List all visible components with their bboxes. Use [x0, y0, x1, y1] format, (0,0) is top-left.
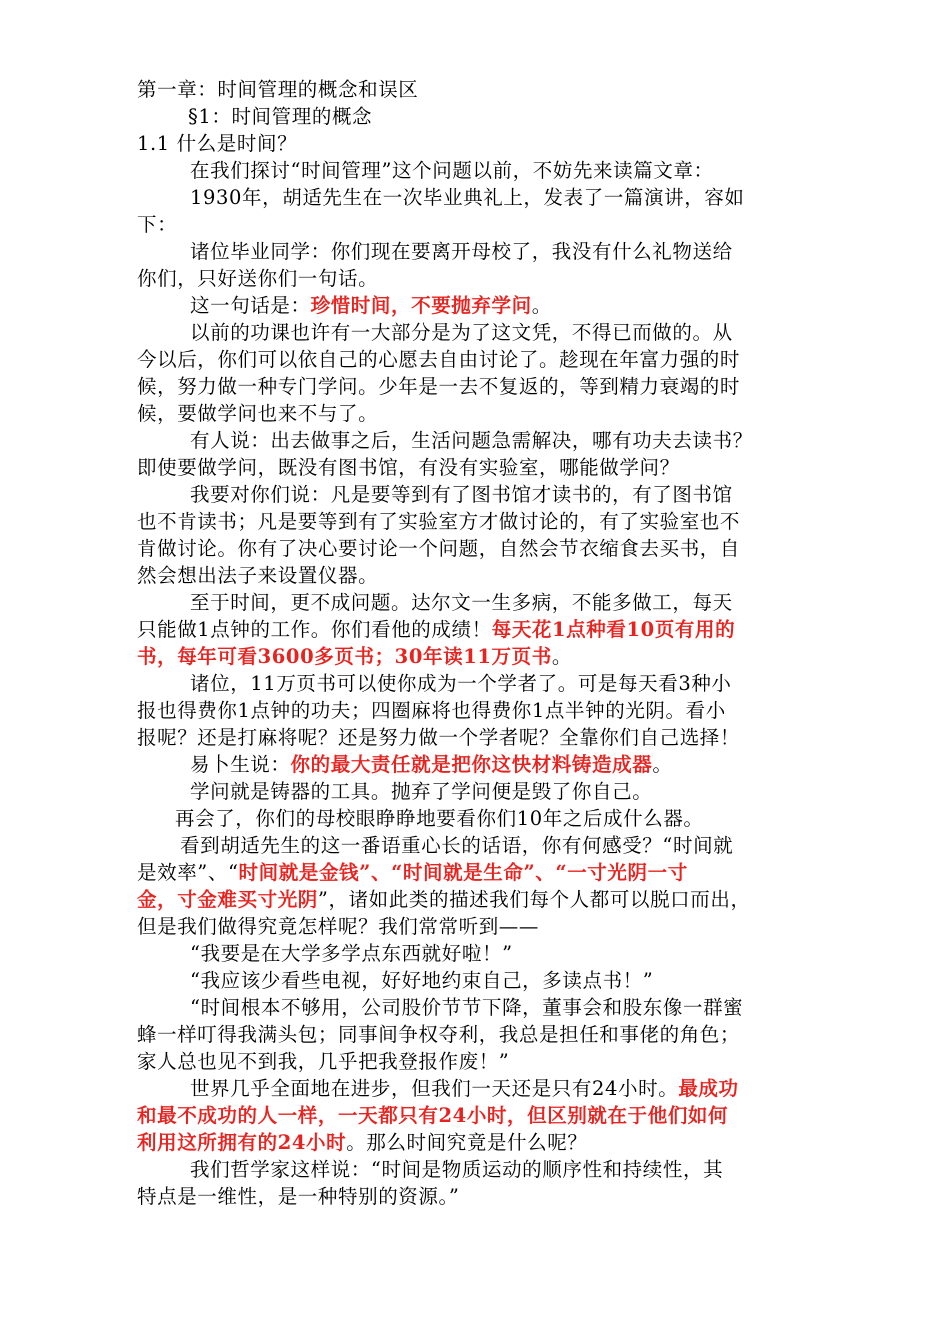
text-segment: 以前的功课也许有一大部分是为了这文凭，不得已而做的。从 [190, 321, 733, 344]
text-segment: “我应该少看些电视，好好地约束自己，多读点书！” [190, 969, 654, 992]
highlighted-text: 最成功 [678, 1077, 739, 1100]
text-segment: 然会想出法子来设置仪器。 [137, 564, 379, 587]
body-line [137, 886, 817, 913]
text-segment: 我们哲学家这样说：“时间是物质运动的顺序性和持续性，其 [190, 1158, 724, 1181]
text-segment: 看到胡适先生的这一番语重心长的话语，你有何感受？“时间就 [180, 834, 734, 857]
body-line [137, 265, 817, 292]
text-segment: 即使要做学问，既没有图书馆，有没有实验室，哪能做学问？ [137, 456, 680, 479]
body-line [137, 400, 817, 427]
body-line [190, 427, 820, 454]
text-segment: 诸位，11万页书可以使你成为一个学者了。可是每天看3种小 [190, 672, 732, 695]
text-segment: 。 [652, 753, 673, 776]
text-segment: 至于时间，更不成问题。达尔文一生多病，不能多做工，每天 [190, 591, 733, 614]
body-line [190, 940, 820, 967]
highlighted-text: 和最不成功的人一样，一天都只有24小时，但区别就在于他们如何 [137, 1104, 729, 1127]
body-line [137, 346, 817, 373]
text-segment: 这一句话是： [190, 294, 311, 317]
body-line [137, 562, 817, 589]
section-title: §1：时间管理的概念 [188, 105, 373, 128]
body-line [137, 616, 817, 643]
text-segment: 报也得费你1点钟的功夫；四圈麻将也得费你1点半钟的光阴。看小 [137, 699, 726, 722]
text-segment: 报呢？还是打麻将呢？还是努力做一个学者呢？全靠你们自己选择！ [137, 726, 741, 749]
highlighted-text: 时间就是金钱”、“时间就是生命”、“一寸光阴一寸 [238, 861, 688, 884]
highlighted-text: 书，每年可看3600多页书；30年读11万页书 [137, 645, 552, 668]
text-segment: 只能做1点钟的工作。你们看他的成绩！ [137, 618, 492, 641]
text-segment: 1930年，胡适先生在一次毕业典礼上，发表了一篇演讲，容如 [190, 186, 745, 209]
body-line [190, 481, 820, 508]
text-segment: “我要是在大学多学点东西就好啦！” [190, 942, 513, 965]
body-line [137, 1183, 817, 1210]
highlighted-text: 利用这所拥有的24小时 [137, 1131, 347, 1154]
body-line [137, 643, 817, 670]
body-line [137, 508, 817, 535]
body-line [175, 805, 855, 832]
body-line [137, 1021, 817, 1048]
text-segment: 家人总也见不到我，几乎把我登报作废！” [137, 1050, 510, 1073]
text-segment: ”，诸如此类的描述我们每个人都可以脱口而出， [317, 888, 751, 911]
text-segment: 是效率”、“ [137, 861, 239, 884]
body-line [137, 535, 817, 562]
body-line [190, 1075, 820, 1102]
body-line [137, 859, 817, 886]
body-line [137, 211, 817, 238]
text-segment: 也不肯读书；凡是要等到有了实验室方才做讨论的，有了实验室也不 [137, 510, 741, 533]
text-segment: 世界几乎全面地在进步，但我们一天还是只有24小时。 [190, 1077, 679, 1100]
text-segment: 。 [531, 294, 552, 317]
body-line [137, 1102, 817, 1129]
body-line [190, 319, 820, 346]
subsection-title: 1.1 什么是时间？ [137, 132, 298, 155]
body-line [190, 751, 820, 778]
body-line [190, 292, 820, 319]
text-segment: 。那么时间究竟是什么呢？ [346, 1131, 588, 1154]
body-line [137, 697, 817, 724]
body-line [190, 184, 820, 211]
body-line [137, 1048, 817, 1075]
text-segment: 。 [551, 645, 572, 668]
body-line [180, 832, 860, 859]
body-line [190, 1156, 820, 1183]
highlighted-text: 金，寸金难买寸光阴 [137, 888, 318, 911]
highlighted-text: 你的最大责任就是把你这快材料铸造成器 [290, 753, 653, 776]
body-line [190, 670, 820, 697]
text-segment: 候，要做学问也来不与了。 [137, 402, 379, 425]
body-line [137, 913, 817, 940]
body-line [137, 724, 817, 751]
text-segment: 候，努力做一种专门学问。少年是一去不复返的，等到精力衰竭的时 [137, 375, 741, 398]
text-segment: 特点是一维性，是一种特别的资源。” [137, 1185, 460, 1208]
text-segment: 学问就是铸器的工具。抛弃了学问便是毁了你自己。 [190, 780, 653, 803]
text-segment: 我要对你们说：凡是要等到有了图书馆才读书的，有了图书馆 [190, 483, 733, 506]
text-segment: 诸位毕业同学：你们现在要离开母校了，我没有什么礼物送给 [190, 240, 733, 263]
text-segment: 下： [137, 213, 178, 236]
highlighted-text: 珍惜时间，不要抛弃学问 [310, 294, 532, 317]
text-segment: 蜂一样叮得我满头包；同事间争权夺利，我总是担任和事佬的角色； [137, 1023, 741, 1046]
text-segment: 易卜生说： [190, 753, 291, 776]
text-segment: 在我们探讨“时间管理”这个问题以前，不妨先来读篇文章： [190, 159, 714, 182]
body-line [190, 238, 820, 265]
text-segment: 再会了，你们的母校眼睁睁地要看你们10年之后成什么器。 [175, 807, 704, 830]
body-line [190, 994, 820, 1021]
chapter-title: 第一章：时间管理的概念和误区 [137, 78, 419, 101]
body-line [190, 967, 820, 994]
highlighted-text: 每天花1点种看10页有用的 [491, 618, 736, 641]
body-line [190, 589, 820, 616]
body-line [137, 373, 817, 400]
text-segment: 今以后，你们可以依自己的心愿去自由讨论了。趁现在年富力强的时 [137, 348, 741, 371]
text-segment: 肯做讨论。你有了决心要讨论一个问题，自然会节衣缩食去买书，自 [137, 537, 741, 560]
text-segment: 但是我们做得究竟怎样呢？我们常常听到—— [137, 915, 540, 938]
text-segment: “时间根本不够用，公司股价节节下降，董事会和股东像一群蜜 [190, 996, 744, 1019]
body-line [137, 1129, 817, 1156]
body-line [190, 157, 820, 184]
text-segment: 你们，只好送你们一句话。 [137, 267, 379, 290]
body-line [137, 454, 817, 481]
body-line [190, 778, 820, 805]
text-segment: 有人说：出去做事之后，生活问题急需解决，哪有功夫去读书？ [190, 429, 753, 452]
